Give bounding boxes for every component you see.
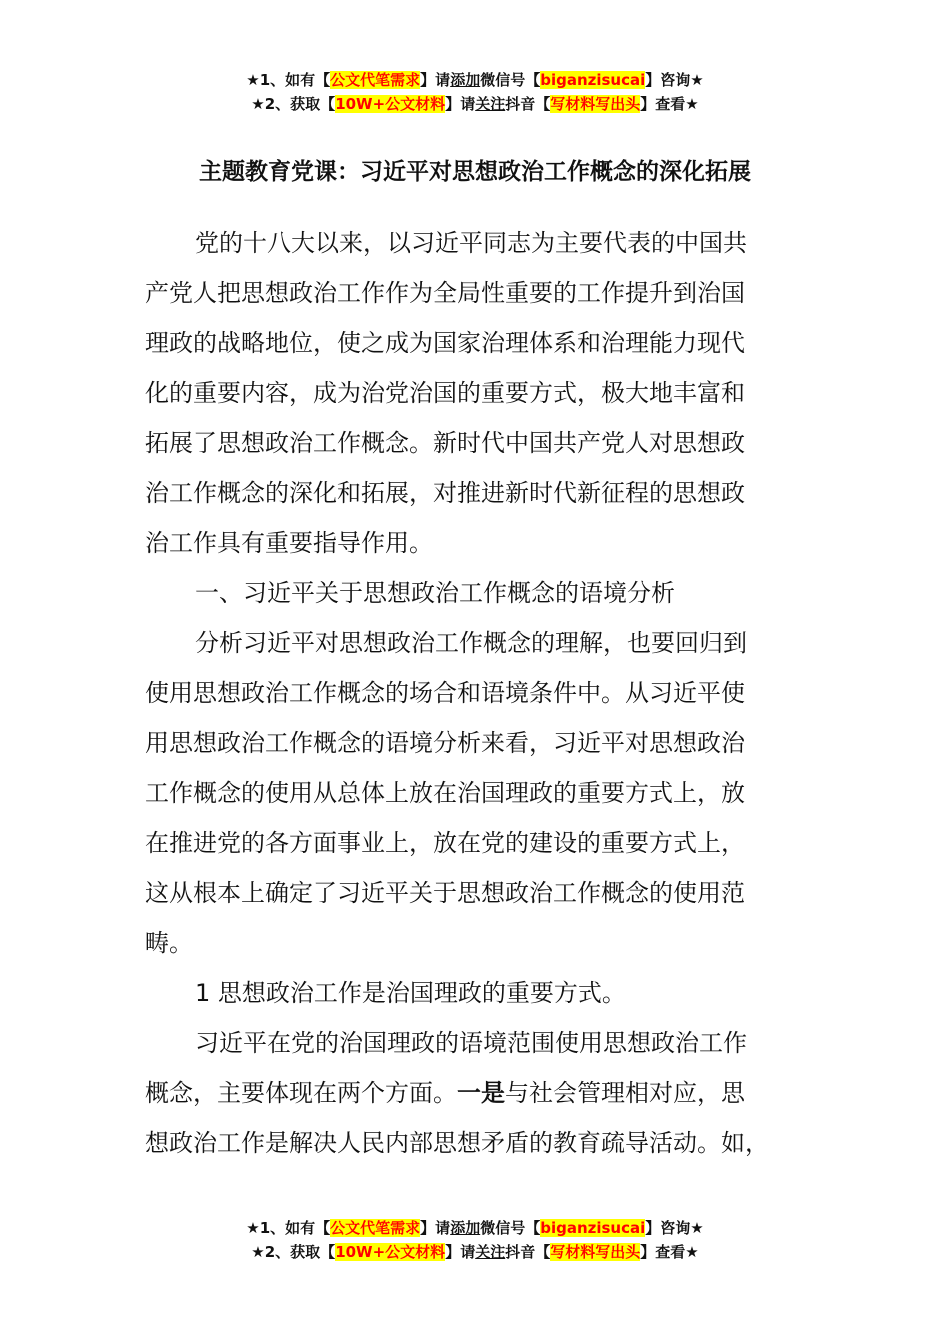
banner-text: 】请: [445, 95, 476, 113]
banner-highlight: 公文代笔需求: [330, 1219, 421, 1237]
body-text-span: 概念，主要体现在两个方面。: [145, 1079, 457, 1107]
body-line: 工作概念的使用从总体上放在治国理政的重要方式上，放: [145, 779, 745, 807]
banner-text: 】咨询★: [645, 1219, 704, 1237]
body-line: 想政治工作是解决人民内部思想矛盾的教育疏导活动。如，: [145, 1129, 769, 1157]
banner-text: 】请: [445, 1243, 476, 1261]
body-line: 畴。: [145, 929, 193, 957]
document-body: [145, 218, 805, 1168]
banner-underline: 添加: [450, 1219, 481, 1237]
banner-highlight: 公文代笔需求: [330, 71, 421, 89]
banner-line-2: [0, 92, 950, 116]
body-line: 拓展了思想政治工作概念。新时代中国共产党人对思想政: [145, 429, 745, 457]
body-line: 治工作具有重要指导作用。: [145, 529, 433, 557]
body-line: 使用思想政治工作概念的场合和语境条件中。从习近平使: [145, 679, 745, 707]
banner-text: ★2、获取【: [251, 1243, 336, 1261]
body-line: 分析习近平对思想政治工作概念的理解，也要回归到: [195, 629, 747, 657]
banner-wechat-id: biganzisucai: [540, 1219, 646, 1237]
document-title: 主题教育党课：习近平对思想政治工作概念的深化拓展: [199, 159, 751, 185]
footer-banner: [0, 1216, 950, 1264]
body-line: 产党人把思想政治工作作为全局性重要的工作提升到治国: [145, 279, 745, 307]
subsection-heading: 1 思想政治工作是治国理政的重要方式。: [195, 979, 626, 1007]
banner-text: ★1、如有【: [246, 71, 331, 89]
banner-text: 】请: [420, 71, 451, 89]
banner-underline: 关注: [475, 95, 506, 113]
banner-text: 】查看★: [640, 95, 699, 113]
body-text-span: 与社会管理相对应，思: [505, 1079, 745, 1107]
banner-text: 】查看★: [640, 1243, 699, 1261]
banner-text: ★1、如有【: [246, 1219, 331, 1237]
banner-highlight: 10W+公文材料: [335, 95, 446, 113]
banner-underline: 添加: [450, 71, 481, 89]
banner-line-1: [0, 1216, 950, 1240]
banner-text: 微信号【: [480, 1219, 541, 1237]
banner-wechat-id: biganzisucai: [540, 71, 646, 89]
body-bold-span: 一是: [457, 1079, 505, 1107]
body-line: 党的十八大以来，以习近平同志为主要代表的中国共: [195, 229, 747, 257]
body-line-mixed: [145, 1068, 805, 1118]
body-line: 用思想政治工作概念的语境分析来看，习近平对思想政治: [145, 729, 745, 757]
body-line: 习近平在党的治国理政的语境范围使用思想政治工作: [195, 1029, 747, 1057]
banner-douyin-id: 写材料写出头: [550, 95, 641, 113]
banner-text: 抖音【: [505, 95, 551, 113]
body-line: 在推进党的各方面事业上，放在党的建设的重要方式上，: [145, 829, 745, 857]
body-line: 理政的战略地位，使之成为国家治理体系和治理能力现代: [145, 329, 745, 357]
banner-text: 】咨询★: [645, 71, 704, 89]
banner-underline: 关注: [475, 1243, 506, 1261]
banner-text: ★2、获取【: [251, 95, 336, 113]
banner-line-2: [0, 1240, 950, 1264]
banner-text: 】请: [420, 1219, 451, 1237]
banner-text: 抖音【: [505, 1243, 551, 1261]
header-banner: [0, 68, 950, 116]
section-heading: 一、习近平关于思想政治工作概念的语境分析: [195, 579, 675, 607]
body-line: 这从根本上确定了习近平关于思想政治工作概念的使用范: [145, 879, 745, 907]
banner-text: 微信号【: [480, 71, 541, 89]
banner-line-1: [0, 68, 950, 92]
banner-douyin-id: 写材料写出头: [550, 1243, 641, 1261]
body-line: 化的重要内容，成为治党治国的重要方式，极大地丰富和: [145, 379, 745, 407]
body-line: 治工作概念的深化和拓展，对推进新时代新征程的思想政: [145, 479, 745, 507]
banner-highlight: 10W+公文材料: [335, 1243, 446, 1261]
